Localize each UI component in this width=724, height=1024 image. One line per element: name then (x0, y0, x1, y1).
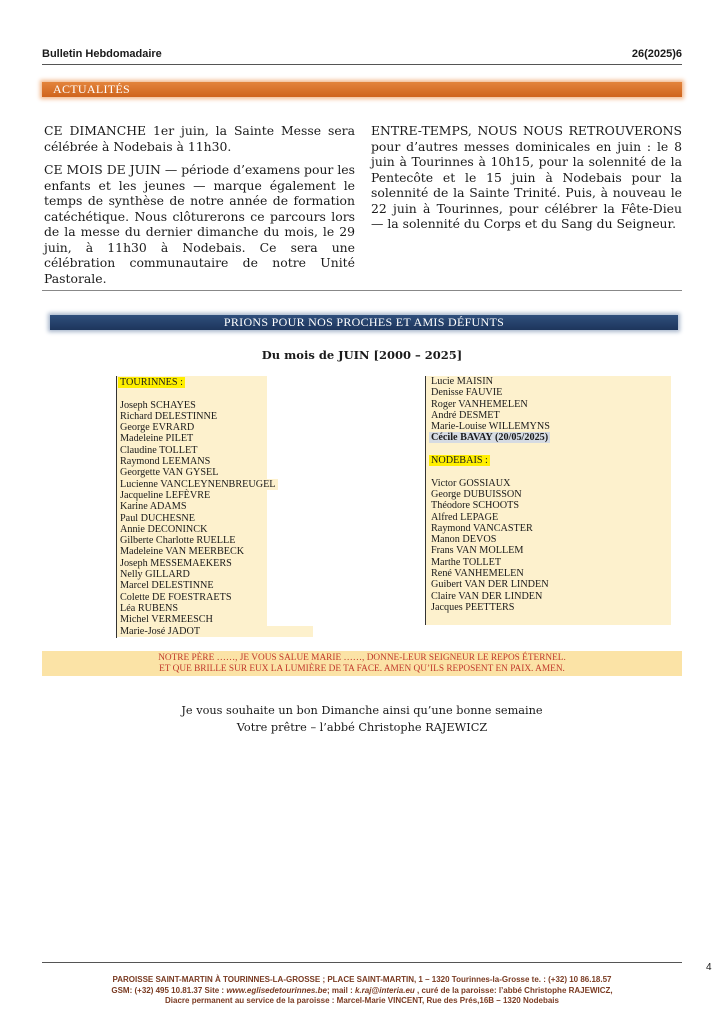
defunct-name: Nelly GILLARD (120, 569, 190, 581)
recent-defunct-name: Cécile BAVAY (20/05/2025) (431, 432, 549, 444)
defunct-name: Claudine TOLLET (120, 444, 198, 456)
defunct-name: André DESMET (431, 409, 500, 421)
defunct-name: Théodore SCHOOTS (431, 500, 520, 512)
email-link[interactable]: k.raj@interia.eu (354, 985, 415, 995)
defunct-name: Karine ADAMS (120, 501, 187, 513)
section-divider (42, 290, 682, 291)
paragraph: CE MOIS DE JUIN — période d’examens pour les enfants et les jeunes — marque également le temps de synthèse de notre année de formation catéchétique. Nous clôturerons ce parcours lors de la messe du dernier dimanche du mois, le 29 juin, à 11h30 à Nodebais. Ce sera une célébration communautaire de notre Unité Pastorale. (44, 162, 355, 286)
defunct-name: Georgette VAN GYSEL (120, 467, 219, 479)
signature-line: Votre prêtre – l’abbé Christophe RAJEWICZ (236, 721, 488, 734)
defunct-name: Roger VANHEMELEN (431, 398, 528, 410)
prayer-line: NOTRE PÈRE ……, JE VOUS SALUE MARIE ……, DONNE-LEUR SEIGNEUR LE REPOS ÉTERNEL. (158, 653, 566, 663)
defunct-name: Raymond LEEMANS (120, 456, 211, 468)
bulletin-title: Bulletin Hebdomadaire (42, 48, 162, 60)
defunct-name: Marthe TOLLET (431, 556, 502, 568)
defunct-name: George EVRARD (120, 422, 195, 434)
closing-line: Je vous souhaite un bon Dimanche ainsi qu’une bonne semaine (181, 704, 543, 717)
list-heading: NODEBAIS : (431, 455, 488, 467)
defunct-name: Joseph MESSEMAEKERS (120, 557, 232, 569)
defunct-name: Alfred LEPAGE (431, 511, 499, 523)
defunct-name: Annie DECONINCK (120, 523, 208, 535)
defunct-name: Manon DEVOS (431, 534, 497, 546)
defunct-name: Léa RUBENS (120, 602, 179, 614)
defunct-name: Paul DUCHESNE (120, 512, 195, 524)
list-border (116, 376, 117, 638)
defunct-name: Marie-José JADOT (120, 625, 201, 637)
defunct-name: Michel VERMEESCH (120, 614, 213, 626)
defunct-name: Marie-Louise WILLEMYNS (431, 421, 550, 433)
page-header (42, 46, 682, 64)
bulletin-issue: 26(2025)6 (631, 48, 682, 60)
defunct-name: George DUBUISSON (431, 488, 522, 500)
page-number: 4 (706, 962, 712, 973)
list-border (425, 376, 426, 625)
defunct-name: Raymond VANCASTER (431, 522, 533, 534)
defunct-name: Jacqueline LEFÈVRE (120, 489, 211, 501)
defunct-name: Lucienne VANCLEYNENBREUGEL (120, 478, 276, 490)
defunct-name: René VANHEMELEN (431, 568, 524, 580)
page-footer (42, 975, 682, 1007)
website-link[interactable]: www.eglisedetourinnes.be (226, 985, 327, 995)
defunct-name: Gilberte Charlotte RUELLE (120, 535, 236, 547)
header-divider (42, 64, 682, 65)
tourinnes-nodebais-list (429, 376, 552, 613)
list-spacer (429, 444, 552, 455)
paragraph: CE DIMANCHE 1er juin, la Sainte Messe sera célébrée à Nodebais à 11h30. (44, 123, 355, 154)
defunct-name: Colette DE FOESTRAETS (120, 591, 232, 603)
defunct-name: Frans VAN MOLLEM (431, 545, 524, 557)
footer-address: PAROISSE SAINT-MARTIN À TOURINNES-LA-GROSSE ; PLACE SAINT-MARTIN, 1 – 1320 Tourinnes-la-Grosse te. : (+32) 10 86.18.57 (112, 975, 612, 984)
defunct-name: Guibert VAN DER LINDEN (431, 579, 549, 591)
footer-deacon: Diacre permanent au service de la paroisse : Marcel-Marie VINCENT, Rue des Prés,16B – 1320 Nodebais (165, 996, 559, 1005)
closing-message (0, 702, 724, 736)
actualites-left-column (44, 123, 355, 294)
footer-divider (42, 962, 682, 963)
defunct-name: Madeleine PILET (120, 433, 194, 445)
prayer-box (42, 651, 682, 676)
defunct-name: Richard DELESTINNE (120, 410, 218, 422)
defunct-name: Lucie MAISIN (431, 376, 493, 387)
list-spacer (429, 466, 552, 477)
tourinnes-list (118, 377, 278, 637)
prions-subtitle: Du mois de JUIN [2000 – 2025] (261, 348, 463, 362)
list-spacer (118, 388, 278, 399)
paragraph: ENTRE-TEMPS, NOUS NOUS RETROUVERONS pour d’autres messes dominicales en juin : le 8 juin à Tourinnes à 10h15, pour la solennité de la Pentecôte et le 15 juin à Nodebais pour la solennité de la Sainte Trinité. Puis, à nouveau le 22 juin à Tourinnes, pour célébrer la Fête-Dieu — la solennité du Corps et du Sang du Seigneur. (371, 123, 682, 231)
prions-banner: PRIONS POUR NOS PROCHES ET AMIS DÉFUNTS (50, 315, 678, 330)
defunct-name: Victor GOSSIAUX (431, 477, 511, 489)
defunct-name: Denisse FAUVIE (431, 387, 503, 399)
actualites-right-column (371, 123, 682, 240)
defunct-name: Jacques PEETTERS (431, 601, 515, 613)
prayer-line: ET QUE BRILLE SUR EUX LA LUMIÈRE DE TA FACE. AMEN QU’ILS REPOSENT EN PAIX. AMEN. (159, 664, 565, 674)
defunct-name: Madeleine VAN MEERBECK (120, 546, 245, 558)
footer-contact: GSM: (+32) 495 10.81.37 Site : www.eglisedetourinnes.be; mail : k.raj@interia.eu , curé de la paroisse: l’abbé Christophe RAJEWICZ, (111, 985, 613, 995)
list-heading: TOURINNES : (120, 377, 183, 388)
actualites-banner: ACTUALITÉS (42, 82, 682, 97)
defunct-name: Marcel DELESTINNE (120, 580, 214, 592)
defunct-name: Claire VAN DER LINDEN (431, 590, 543, 602)
defunct-name: Joseph SCHAYES (120, 399, 196, 411)
